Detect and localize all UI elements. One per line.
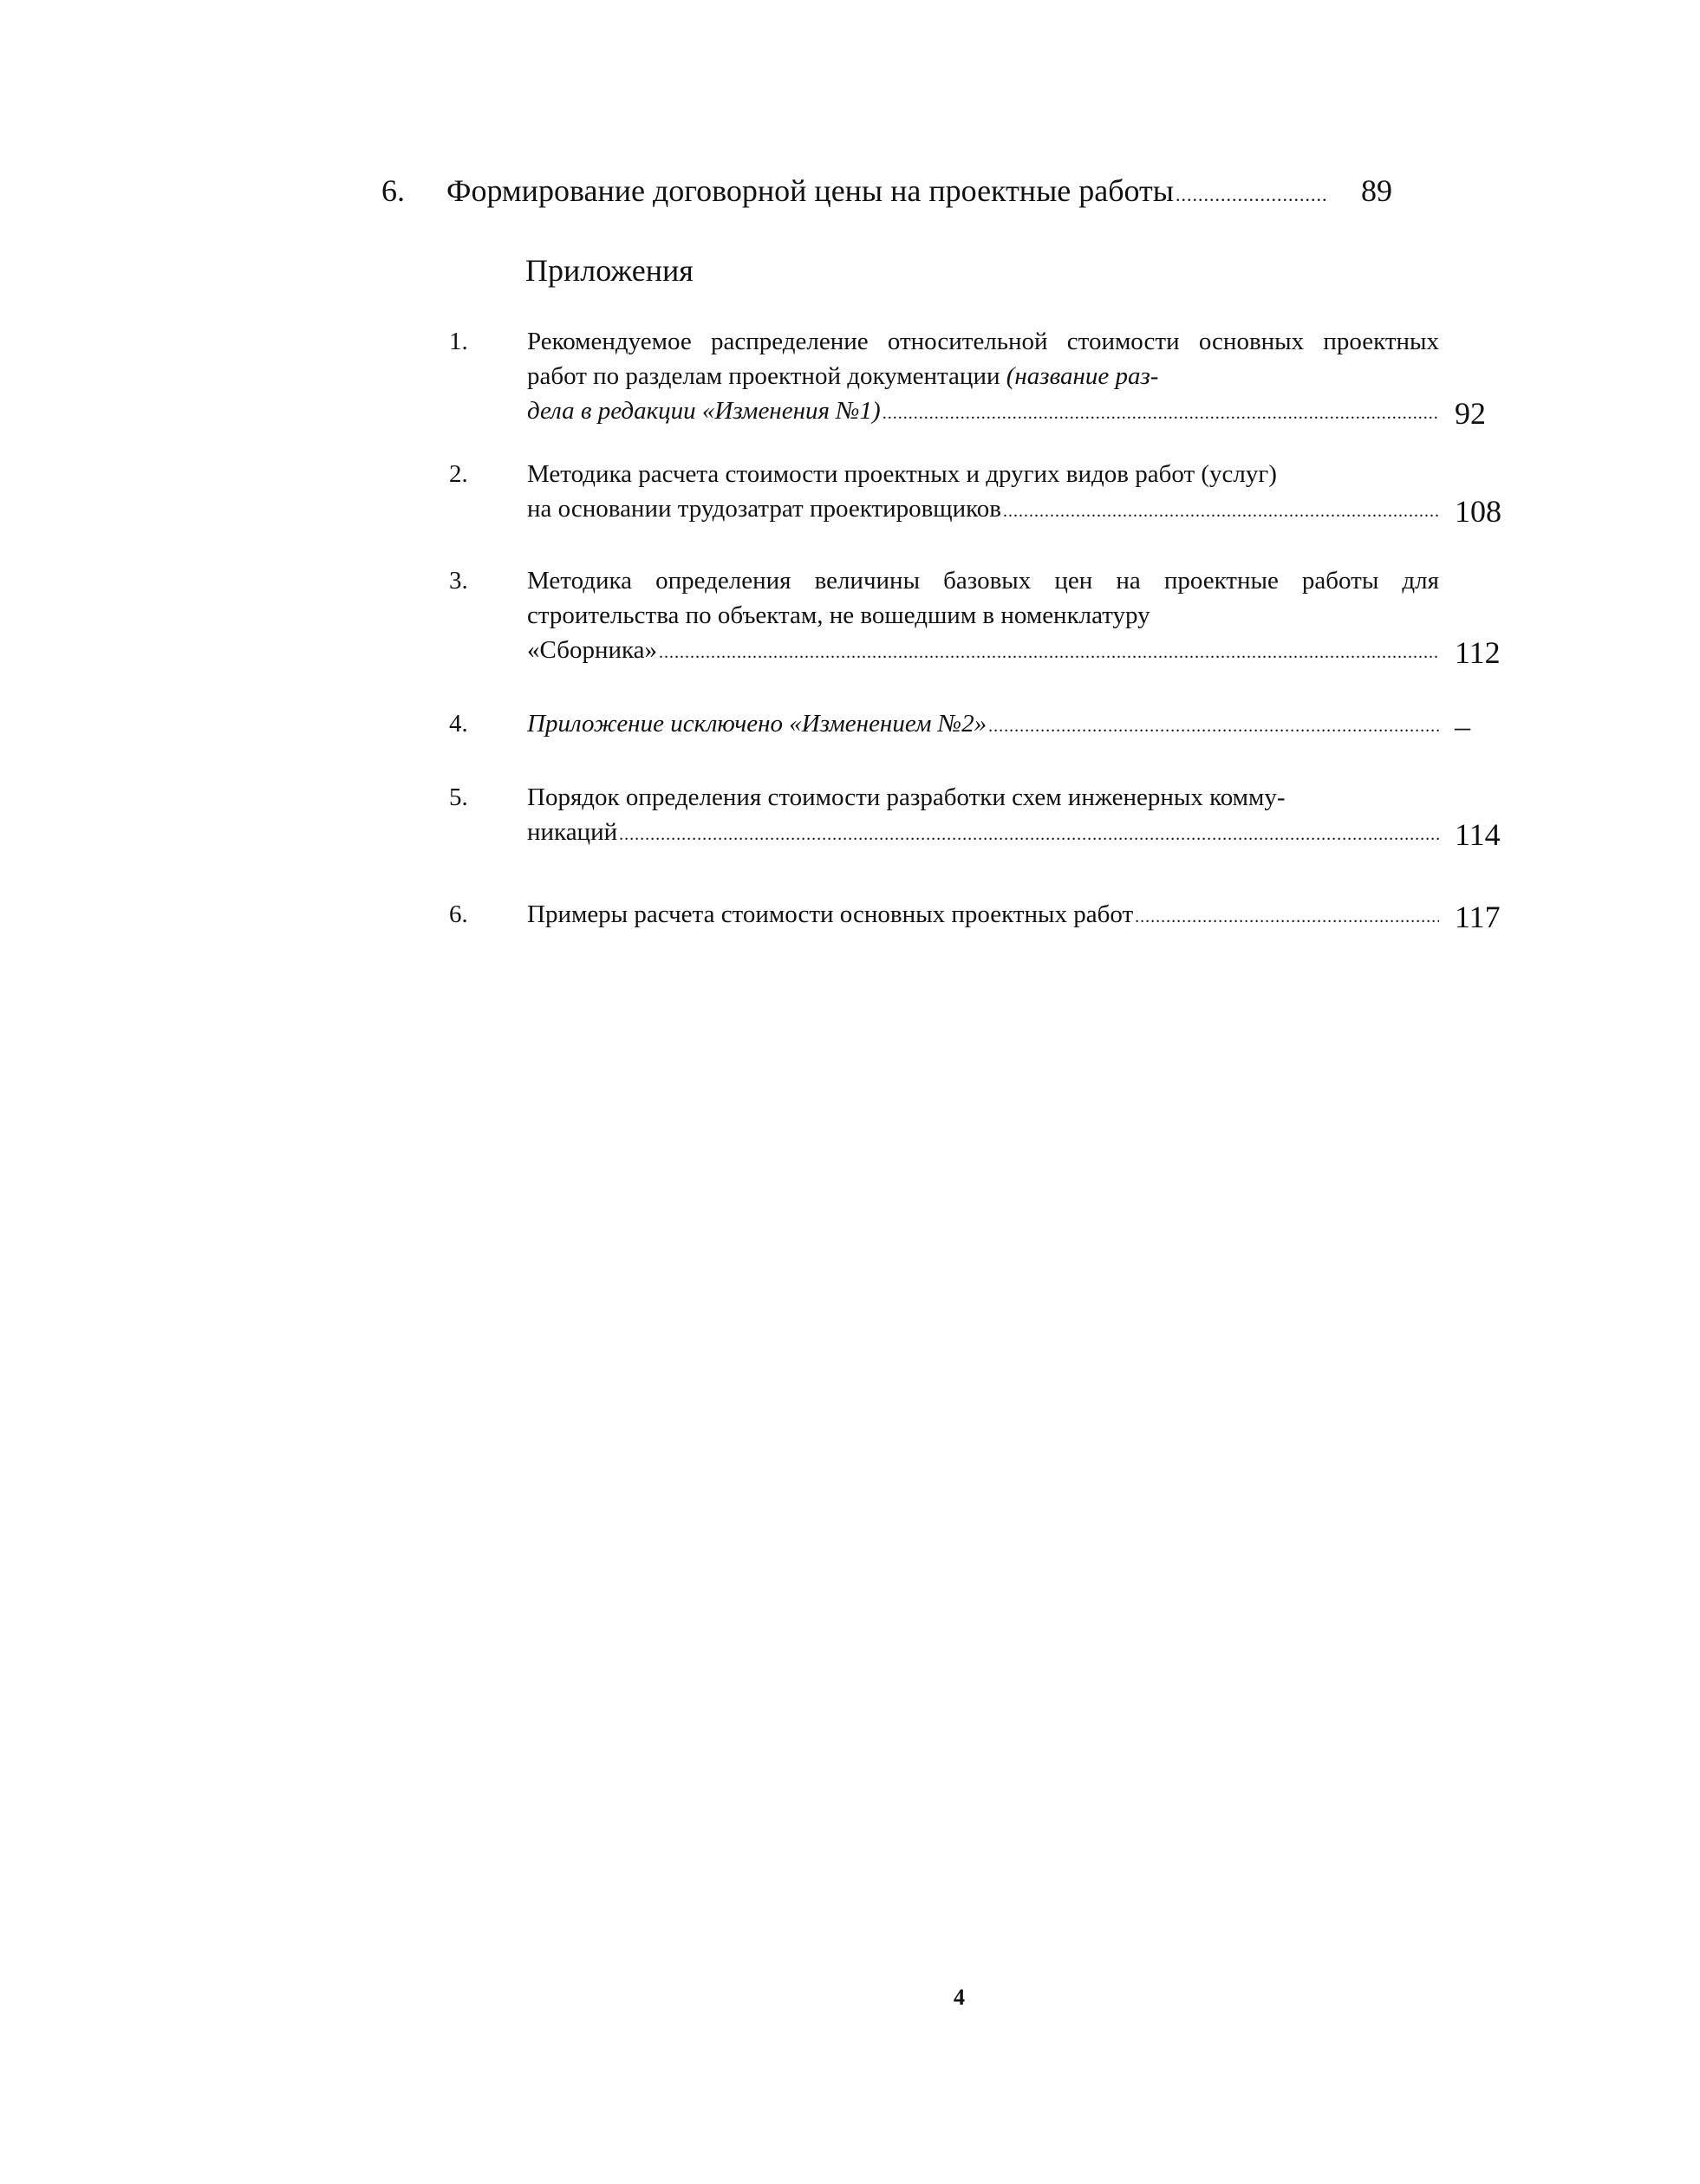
appendix-number: 1. bbox=[449, 328, 468, 355]
appendix-item-2 bbox=[449, 457, 1533, 529]
appendix-last-line bbox=[527, 897, 1439, 934]
appendix-item-5 bbox=[449, 780, 1533, 852]
appendix-last-line bbox=[527, 491, 1439, 529]
appendix-item-6 bbox=[449, 897, 1533, 934]
appendix-text bbox=[527, 897, 1439, 934]
appendix-item-3 bbox=[449, 563, 1533, 670]
appendix-item-4 bbox=[449, 706, 1533, 744]
appendix-last-line-text: Приложение исключено «Изменением №2» bbox=[527, 710, 987, 738]
appendix-last-line-text: Примеры расчета стоимости основных проектных работ bbox=[527, 900, 1134, 928]
appendix-text-italic: (название раз- bbox=[1006, 362, 1159, 390]
appendix-last-line bbox=[527, 815, 1439, 852]
appendix-last-line-text: «Сборника» bbox=[527, 636, 658, 664]
appendix-text-main: Рекомендуемое распределение относительной стоимости основных проектных работ по разделам проектной документации bbox=[527, 328, 1439, 390]
dot-leader bbox=[1176, 176, 1326, 214]
appendix-page: 114 bbox=[1455, 817, 1501, 852]
dot-leader bbox=[619, 817, 1439, 852]
appendix-text-main: Методика определения величины базовых цен на проектные работы для строительства по объектам, не вошедшим в номенклатуру bbox=[527, 567, 1439, 629]
toc-entry-page: 89 bbox=[1361, 173, 1392, 208]
appendix-number: 6. bbox=[449, 900, 468, 928]
footer-page-number: 4 bbox=[954, 1985, 965, 2010]
appendix-page: 92 bbox=[1455, 396, 1486, 431]
appendix-text-main: Порядок определения стоимости разработки схем инженерных комму- bbox=[527, 783, 1286, 811]
appendix-last-line-text: дела в редакции «Изменения №1) bbox=[527, 397, 881, 425]
appendix-text-main: Методика расчета стоимости проектных и других видов работ (услуг) bbox=[527, 460, 1277, 488]
appendix-page: 112 bbox=[1455, 635, 1501, 670]
toc-entry-section-6 bbox=[381, 172, 1508, 214]
appendix-text bbox=[527, 706, 1439, 744]
appendix-page: – bbox=[1455, 709, 1470, 744]
appendix-last-line bbox=[527, 393, 1439, 431]
toc-entry-title: Формирование договорной цены на проектные работы bbox=[446, 173, 1174, 208]
dot-leader bbox=[988, 709, 1439, 744]
dot-leader bbox=[883, 396, 1439, 431]
appendix-page: 108 bbox=[1455, 494, 1501, 529]
appendix-last-line bbox=[527, 633, 1439, 670]
appendix-text bbox=[527, 324, 1439, 431]
toc-entry-title-wrap bbox=[446, 172, 1326, 214]
appendix-number: 2. bbox=[449, 460, 468, 488]
appendix-text bbox=[527, 457, 1439, 529]
appendix-text bbox=[527, 563, 1439, 670]
appendix-item-1 bbox=[449, 324, 1533, 431]
appendix-page: 117 bbox=[1455, 900, 1501, 934]
dot-leader bbox=[1003, 494, 1439, 529]
appendices-heading: Приложения bbox=[525, 253, 694, 288]
dot-leader bbox=[659, 635, 1439, 670]
appendix-text bbox=[527, 780, 1439, 852]
appendix-number: 5. bbox=[449, 783, 468, 811]
appendix-last-line bbox=[527, 706, 1439, 744]
appendix-list bbox=[449, 324, 1533, 934]
appendix-number: 4. bbox=[449, 710, 468, 738]
appendix-last-line-text: на основании трудозатрат проектировщиков bbox=[527, 495, 1001, 523]
dot-leader bbox=[1135, 900, 1439, 934]
toc-entry-number: 6. bbox=[381, 173, 405, 208]
appendix-number: 3. bbox=[449, 567, 468, 595]
appendix-last-line-text: никаций bbox=[527, 818, 618, 846]
